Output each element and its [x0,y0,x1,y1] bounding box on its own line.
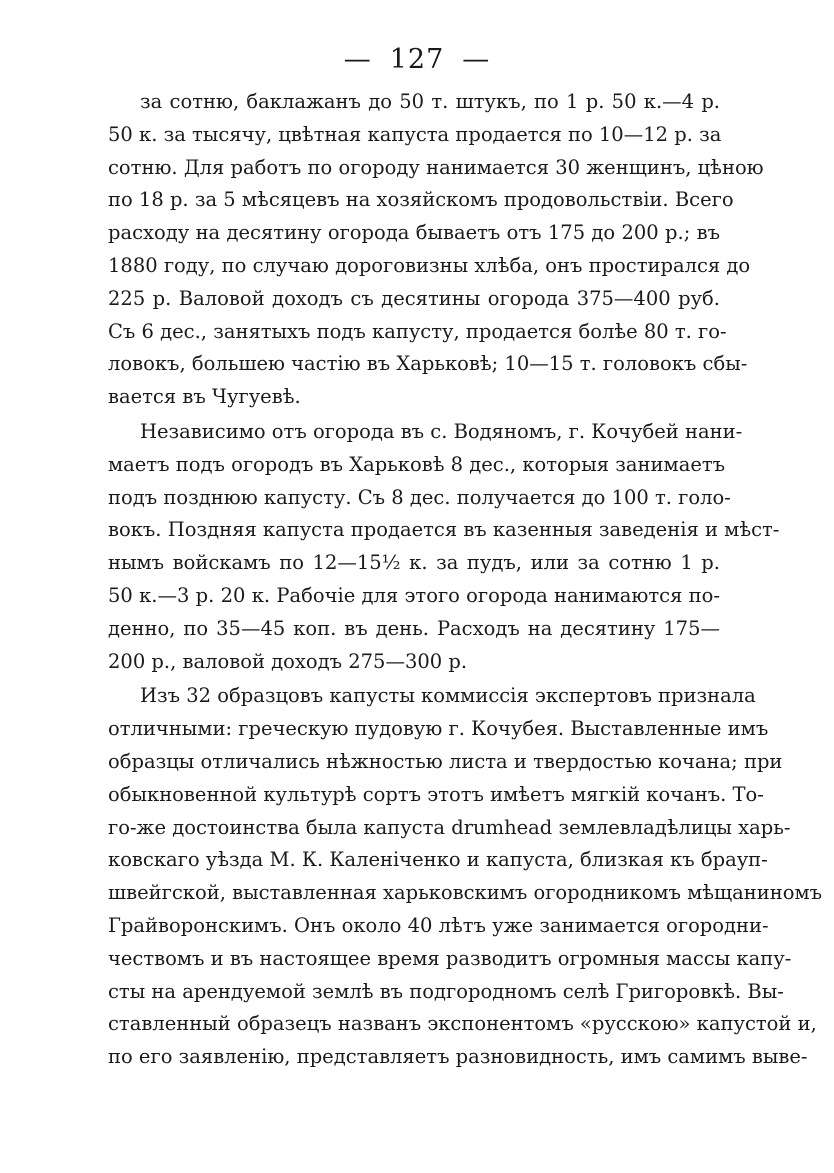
text-line [108,250,751,283]
text-line [108,844,768,877]
text-line [108,910,769,943]
paragraph-1 [108,86,764,414]
text-line [108,680,756,713]
text-line [108,449,726,482]
text-line-content: ковскаго уѣзда М. К. Каленіченко и капуста, близкая къ брауп- [108,848,768,872]
text-line-content: го-же достоинства была капуста drumhead землевладѣлицы харь- [108,815,791,839]
text-line [108,482,731,515]
text-line-content: за сотню, баклажанъ до 50 т. штукъ, по 1 р. 50 к.—4 р. [140,90,720,113]
body-text [108,86,823,1074]
text-line-content: вокъ. Поздняя капуста продается въ казенныя заведенія и мѣст- [108,518,780,542]
text-line-content: 50 к.—3 р. 20 к. Рабочіе для этого огорода нанимаются по- [108,583,720,607]
text-line-content: сотню. Для работъ по огороду нанимается 30 женщинъ, цѣною [108,155,764,179]
text-line-content: ловокъ, большею частію въ Харьковѣ; 10—15 т. головокъ сбы- [108,352,748,376]
text-line-content: расходу на десятину огорода бываетъ отъ 175 до 200 р.; въ [108,221,720,245]
text-line [108,812,791,845]
text-line [108,1041,808,1074]
text-line [108,580,720,613]
text-line [108,1008,817,1041]
text-line [108,381,720,414]
text-line-content: швейгской, выставленная харьковскимъ огородникомъ мѣщаниномъ [108,881,823,905]
text-line-content: 1880 году, по случаю дороговизны хлѣба, онъ простирался до [108,253,751,277]
text-line [108,613,720,646]
text-line [108,152,764,185]
text-line-content: сты на арендуемой землѣ въ подгородномъ селѣ Григоровкѣ. Вы- [108,979,784,1003]
text-line-content: Съ 6 дес., занятыхъ подъ капусту, продается болѣе 80 т. го- [108,319,727,343]
text-line [108,316,727,349]
text-line-content: 225 р. Валовой доходъ съ десятины огорода 375—400 руб. [108,286,720,310]
text-line-content: вается въ Чугуевѣ. [108,385,301,409]
text-line [108,547,720,580]
text-line [108,779,764,812]
text-line-content: отличными: греческую пудовую г. Кочубея. Выставленные имъ [108,717,769,741]
text-line [108,646,720,679]
text-line [108,416,743,449]
text-line-content: 200 р., валовой доходъ 275—300 р. [108,649,468,673]
text-line [108,119,720,152]
text-line [108,217,720,250]
text-line-content: Изъ 32 образцовъ капусты коммиссія экспертовъ признала [140,684,756,708]
text-line [108,746,783,779]
text-line [108,943,792,976]
page-number: 127 [389,44,445,75]
paragraph-3 [108,680,823,1074]
text-line [108,713,769,746]
text-line [108,86,720,119]
text-line-content: по его заявленію, представляетъ разновидность, имъ самимъ выве- [108,1045,808,1069]
text-line-content: Грайворонскимъ. Онъ около 40 лѣтъ уже занимается огородни- [108,913,769,937]
paragraph-2 [108,416,780,678]
text-line-content: денно, по 35—45 коп. въ день. Расходъ на десятину 175— [108,616,720,640]
text-line-content: Независимо отъ огорода въ с. Водяномъ, г. Кочубей нани- [140,419,743,443]
text-line [108,976,784,1009]
text-line-content: нымъ войскамъ по 12—15½ к. за пудъ, или за сотню 1 р. [108,551,720,575]
text-line-content: подъ позднюю капусту. Съ 8 дес. получается до 100 т. голо- [108,485,731,509]
text-line [108,283,720,316]
text-line-content: чествомъ и въ настоящее время разводитъ огромныя массы капу- [108,946,792,970]
page-number-dash-right: — [462,44,491,75]
text-line-content: маетъ подъ огородъ въ Харьковѣ 8 дес., которыя занимаетъ [108,452,726,476]
page-number-dash-left: — [343,44,372,75]
text-line-content: образцы отличались нѣжностью листа и твердостью кочана; при [108,749,783,773]
text-line [108,184,734,217]
text-line-content: обыкновенной культурѣ сортъ этотъ имѣетъ мягкій кочанъ. То- [108,782,764,806]
text-line-content: ставленный образецъ названъ экспонентомъ «русскою» капустой и, [108,1012,817,1036]
text-line-content: по 18 р. за 5 мѣсяцевъ на хозяйскомъ продовольствіи. Всего [108,188,734,212]
text-line-content: 50 к. за тысячу, цвѣтная капуста продается по 10—12 р. за [108,122,722,146]
text-line [108,348,748,381]
text-line [108,514,780,547]
text-line [108,877,823,910]
page-header [0,42,834,78]
